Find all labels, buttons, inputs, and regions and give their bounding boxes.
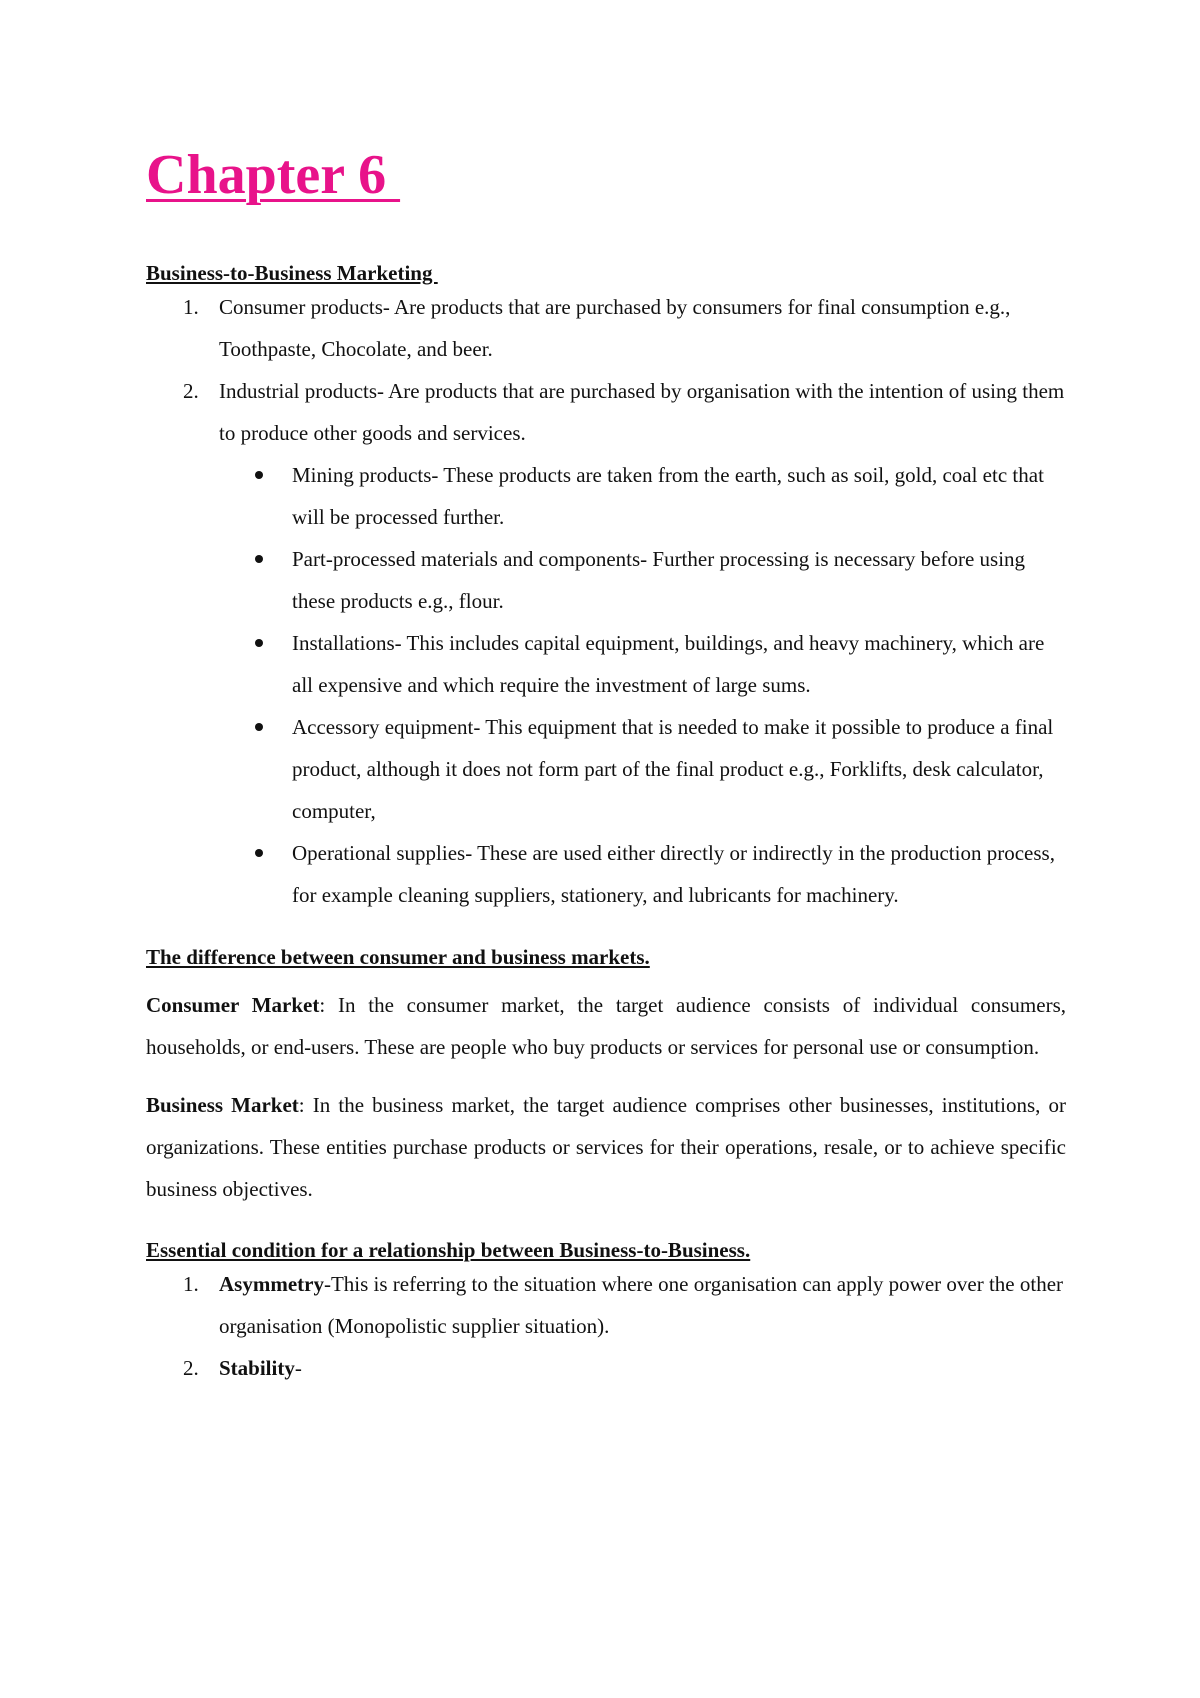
- bullet-icon: [255, 555, 263, 563]
- consumer-market-term: Consumer Market: [146, 993, 320, 1017]
- list-item-text: Industrial products- Are products that are purchased by organisation with the intention of using them to produce other goods and services.: [219, 379, 1065, 445]
- list-number: 2.: [183, 379, 199, 403]
- list-item-asymmetry: [146, 1263, 1066, 1347]
- list-item-industrial-products: [146, 370, 1066, 454]
- list-item-stability: [146, 1347, 1066, 1389]
- bullet-icon: [255, 639, 263, 647]
- bullet-item-accessory-equipment: [219, 706, 1066, 832]
- bullet-text: Part-processed materials and components- Further processing is necessary before using these products e.g., flour.: [292, 547, 1026, 613]
- business-market-paragraph: [146, 1084, 1066, 1210]
- bullet-item-mining: [219, 454, 1066, 538]
- bullet-icon: [255, 471, 263, 479]
- essential-condition-heading: Essential condition for a relationship between Business-to-Business.: [146, 1238, 751, 1262]
- difference-heading: The difference between consumer and business markets.: [146, 945, 650, 969]
- essential-conditions-list: [146, 1263, 1066, 1389]
- bullet-item-part-processed: [219, 538, 1066, 622]
- b2b-marketing-heading: Business-to-Business Marketing: [146, 261, 438, 285]
- bullet-text: Operational supplies- These are used either directly or indirectly in the production process, for example cleaning suppliers, stationery, and lubricants for machinery.: [292, 841, 1055, 907]
- consumer-market-paragraph: [146, 984, 1066, 1068]
- stability-text: -: [294, 1356, 302, 1380]
- bullet-item-operational-supplies: [219, 832, 1066, 916]
- chapter-title: Chapter 6: [146, 144, 401, 206]
- asymmetry-text: -This is referring to the situation where one organisation can apply power over the other organisation (Monopolistic supplier situation).: [219, 1272, 1064, 1338]
- bullet-icon: [255, 723, 263, 731]
- asymmetry-term: Asymmetry: [219, 1272, 324, 1296]
- list-number: 2.: [183, 1356, 199, 1380]
- bullet-text: Installations- This includes capital equipment, buildings, and heavy machinery, which are all expensive and which require the investment of large sums.: [292, 631, 1045, 697]
- bullet-item-installations: [219, 622, 1066, 706]
- bullet-icon: [255, 849, 263, 857]
- list-item-consumer-products: [146, 286, 1066, 370]
- list-item-text: Consumer products- Are products that are purchased by consumers for final consumption e.g., Toothpaste, Chocolate, and beer.: [219, 295, 1011, 361]
- bullet-text: Mining products- These products are taken from the earth, such as soil, gold, coal etc that will be processed further.: [292, 463, 1044, 529]
- business-market-term: Business Market: [146, 1093, 299, 1117]
- industrial-products-bullets: [146, 454, 1066, 916]
- list-number: 1.: [183, 1272, 199, 1296]
- business-market-text: : In the business market, the target audience comprises other businesses, institutions, or organizations. These entities purchase products or services for their operations, resale, or to achieve specific business objectives.: [146, 1093, 1066, 1201]
- list-number: 1.: [183, 295, 199, 319]
- consumer-market-text: : In the consumer market, the target audience consists of individual consumers, households, or end-users. These are people who buy products or services for personal use or consumption.: [146, 993, 1066, 1059]
- bullet-text: Accessory equipment- This equipment that is needed to make it possible to produce a final product, although it does not form part of the final product e.g., Forklifts, desk calculator, computer,: [292, 715, 1054, 823]
- product-types-list: [146, 286, 1066, 454]
- stability-term: Stability: [219, 1356, 295, 1380]
